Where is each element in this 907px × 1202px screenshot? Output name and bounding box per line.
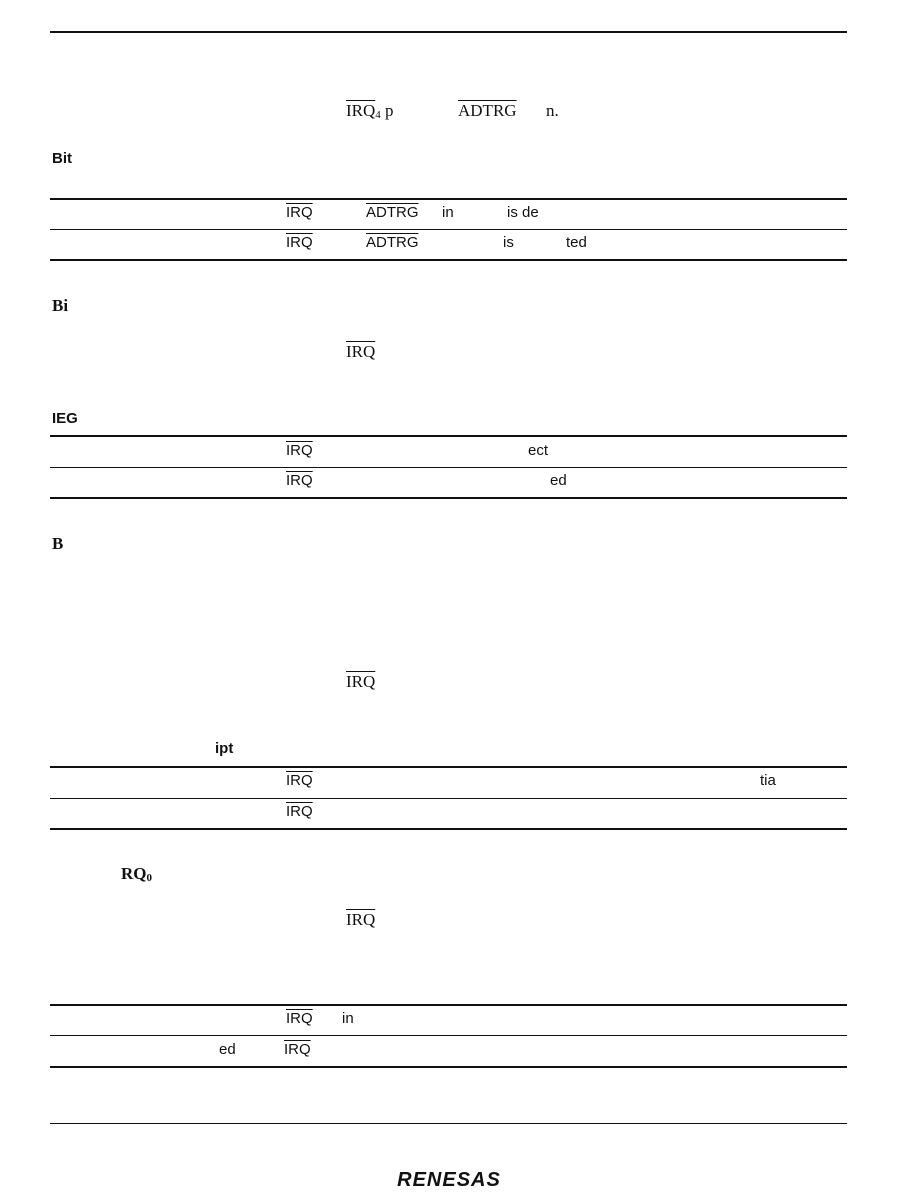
header-rule — [50, 31, 847, 33]
bit-heading: Bit — [52, 150, 72, 167]
table-cell-text: is — [503, 234, 514, 251]
renesas-logo — [376, 1167, 522, 1196]
table-rule-top — [50, 435, 847, 437]
ieg-heading: IEG — [52, 410, 78, 427]
table-cell-adtrg: ADTRG — [366, 234, 419, 251]
logo-text: RENESAS — [397, 1169, 501, 1191]
table-cell-adtrg: ADTRG — [366, 204, 419, 221]
table-cell-irq: $\overline{IRQ}$ — [286, 204, 313, 221]
table-cell-irq: $\overline{IRQ}$ — [286, 472, 313, 489]
table-cell-irq: $\overline{IRQ}$ — [286, 1010, 313, 1027]
interrupt-heading: ipt — [215, 740, 234, 757]
table-cell-irq: $\overline{IRQ}$ — [286, 772, 313, 789]
table-cell-text: ted — [566, 234, 587, 251]
table-rule-top — [50, 1004, 847, 1006]
table-rule-top — [50, 766, 847, 768]
irq0-heading: $RQ_0$ — [121, 864, 152, 884]
table-cell-irq: $\overline{IRQ}$ — [286, 803, 313, 820]
bit-heading: B — [52, 534, 64, 553]
bit-heading: Bi — [52, 296, 69, 315]
irq-signal: $\overline{IRQ}$ — [346, 101, 376, 120]
table-rule-bottom — [50, 259, 847, 261]
table-cell-irq: $\overline{IRQ}$ — [284, 1041, 311, 1058]
table-cell-text: ed — [550, 472, 567, 489]
table-rule-row — [50, 1035, 847, 1036]
adtrg-signal: ADTRG — [458, 101, 517, 120]
table-rule-row — [50, 467, 847, 468]
description-suffix: n. — [546, 101, 559, 120]
table-rule-row — [50, 229, 847, 230]
table-rule-bottom — [50, 1066, 847, 1068]
table-cell-irq: $\overline{IRQ}$ — [286, 442, 313, 459]
table-cell-text: tia — [760, 772, 776, 789]
table-rule-bottom — [50, 497, 847, 499]
table-rule-top — [50, 198, 847, 200]
footer-rule — [50, 1123, 847, 1124]
irq-signal: $\overline{IRQ}$ — [346, 342, 376, 361]
table-cell-text: in — [442, 204, 454, 221]
table-cell-text: in — [342, 1010, 354, 1027]
irq-signal: $\overline{IRQ}$ — [346, 910, 376, 929]
table-rule-bottom — [50, 828, 847, 830]
table-rule-row — [50, 798, 847, 799]
table-cell-text: is de — [507, 204, 539, 221]
table-cell-irq: $\overline{IRQ}$ — [286, 234, 313, 251]
renesas-logo-mark — [376, 1167, 522, 1191]
irq-signal: $\overline{IRQ}$ — [346, 672, 376, 691]
table-cell-text: ect — [528, 442, 549, 459]
adtrg-description: $\overline{IRQ}_4$ p — [346, 101, 394, 121]
table-cell-text: ed — [219, 1041, 236, 1058]
